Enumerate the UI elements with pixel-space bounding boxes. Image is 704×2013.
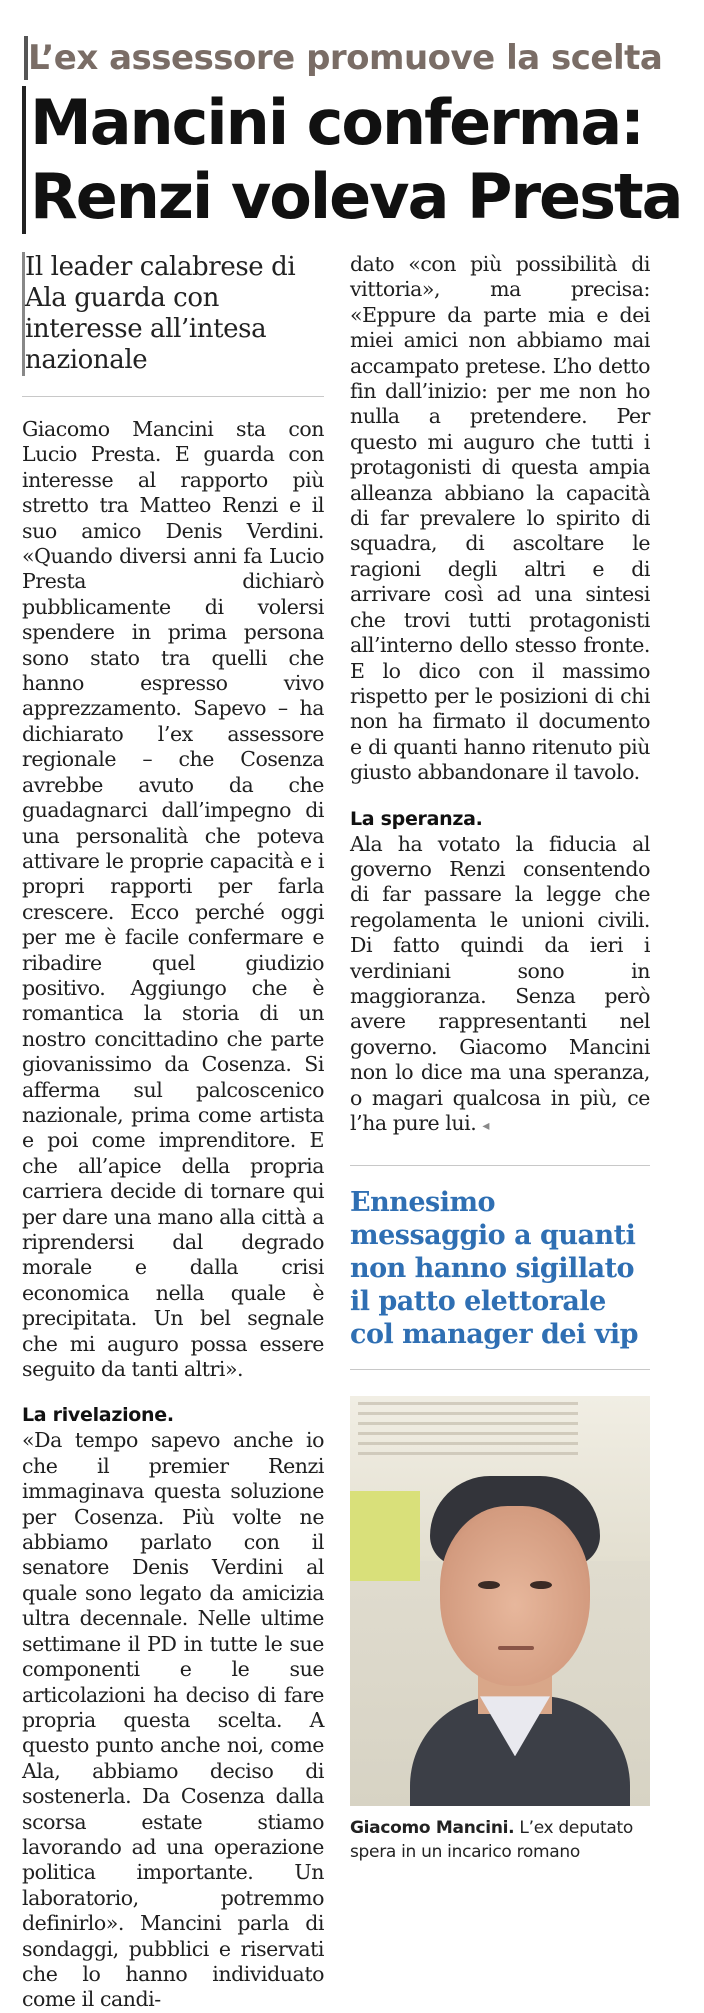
headline (22, 86, 692, 234)
summary-divider (22, 396, 324, 397)
subhead-rivelazione: La rivelazione. (22, 1404, 174, 1427)
summary: Il leader calabrese di Ala guarda con interesse all’intesa nazionale (22, 252, 324, 376)
pull-quote: Ennesimo messaggio a quanti non hanno sigillato il patto elettorale col manager dei vip (350, 1187, 639, 1351)
end-mark-icon: ◂ (482, 1118, 489, 1134)
kicker: L’ex assessore promuove la scelta (24, 36, 688, 80)
body-paragraph: Giacomo Mancini sta con Lucio Presta. E guarda con interesse al rapporto più stretto tra Matteo Renzi e il suo amico Denis Verdini. «Quando diversi anni fa Lucio Presta dichiarò pubblicamente di volersi spendere in prima persona sono stato tra quelli che hanno espresso vivo apprezzamento. Sapevo – ha dichiarato l’ex assessore regionale – che Cosenza avrebbe avuto da che guadagnarci dall’impegno di una personalità che poteva attivare le proprie capacità e i propri rapporti per farla crescere. Ecco perché oggi per me è facile confermare e ribadire quel giudizio positivo. Aggiungo che è romantica la storia di un nostro concittadino che parte giovanissimo da Cosenza. Si afferma sul palcoscenico nazionale, prima come artista e poi come imprenditore. E che all’apice della propria carriera decide di tornare qui per dare una mano alla città a riprendersi dal degrado morale e dalla crisi economica nella quale è precipitata. Un bel segnale che mi auguro possa essere seguito da tanti altri». (22, 417, 324, 1382)
caption-name: Giacomo Mancini. (350, 1818, 515, 1839)
caption-text: L’ex deputato spera in un incarico romano (350, 1818, 633, 1863)
body-paragraph: dato «con più possibilità di vittoria», ma precisa: «Eppure da parte mia e dei miei amici non abbiamo mai accampato pretese. L’ho detto fin dall’inizio: per me non ho nulla a pretendere. Per questo mi auguro che tutti i protagonisti di questa ampia alleanza abbiano la capacità di far prevalere lo spirito di squadra, di ascoltare le ragioni degli altri e di arrivare così ad una sintesi che trovi tutti protagonisti all’interno dello stesso fronte. E lo dico con il massimo rispetto per le posizioni di chi non ha firmato il documento e di quanti hanno ritenuto più giusto abbandonare il tavolo. (350, 252, 650, 785)
headline-line-1: Mancini conferma: (22, 86, 692, 160)
body-paragraph (350, 832, 650, 1140)
headline-line-2: Renzi voleva Presta (22, 160, 692, 234)
portrait-photo (350, 1396, 650, 1806)
pull-quote-divider-bottom (350, 1369, 650, 1370)
photo-caption (350, 1816, 650, 1864)
pull-quote-divider-top (350, 1165, 650, 1166)
photo-background-poster (358, 1402, 578, 1462)
right-column (350, 252, 650, 1864)
photo-mouth (498, 1646, 534, 1650)
body-paragraph: «Da tempo sapevo anche io che il premier Renzi immaginava questa soluzione per Cosenza. Più volte ne abbiamo parlato con il senatore Denis Verdini al quale sono legato da amicizia ultra decennale. Nelle ultime settimane il PD in tutte le sue componenti e le sue articolazioni ha deciso di fare propria questa scelta. A questo punto anche noi, come Ala, abbiamo deciso di sostenerla. Da Cosenza dalla scorsa estate stiamo lavorando ad una operazione politica importante. Un laboratorio, potremmo definirlo». Mancini parla di sondaggi, pubblici e riservati che lo hanno individuato come il candi- (22, 1428, 324, 2012)
subhead-speranza: La speranza. (350, 807, 483, 830)
body-paragraph-text: Ala ha votato la fiducia al governo Renzi consentendo di far passare la legge che regolamenta le unioni civili. Di fatto quindi da ieri i verdiniani sono in maggioranza. Senza però avere rappresentanti nel governo. Giacomo Mancini non lo dice ma una speranza, o magari qualcosa in più, ce l’ha pure lui. (350, 831, 650, 1135)
photo-background-sign (350, 1491, 420, 1581)
photo-face (440, 1506, 590, 1686)
left-column (22, 252, 324, 2013)
